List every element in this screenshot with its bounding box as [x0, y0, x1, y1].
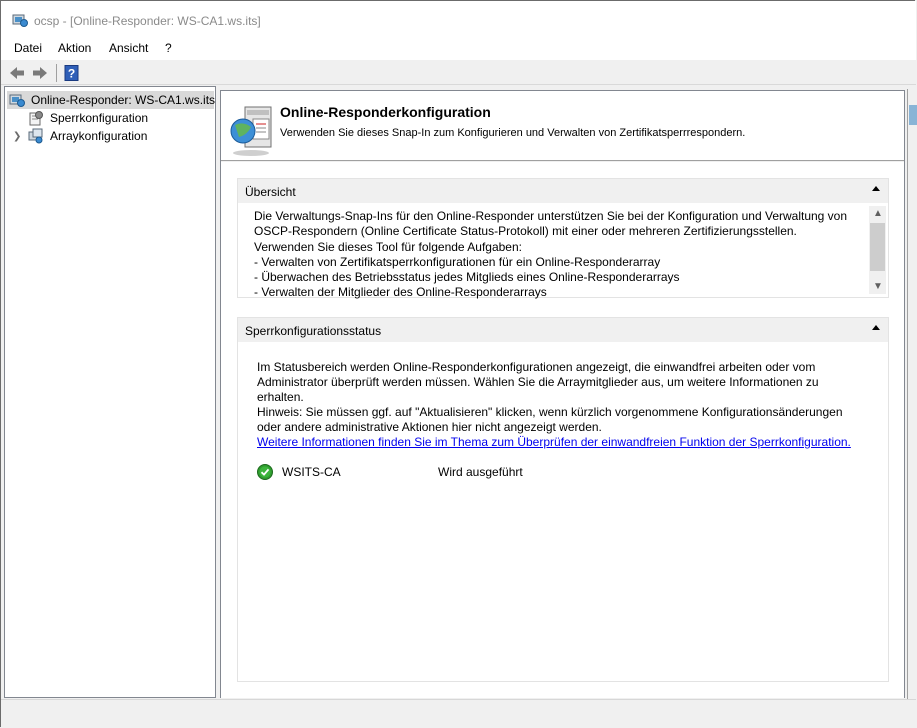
page-description: Verwenden Sie dieses Snap-In zum Konfigurieren und Verwalten von Zertifikatsperrrespondern.	[280, 127, 746, 139]
overview-header[interactable]	[238, 179, 888, 203]
toolbar-separator	[56, 64, 57, 82]
section-title: Übersicht	[245, 185, 296, 199]
ocsp-app-icon	[12, 12, 28, 28]
tree-item-label: Arraykonfiguration	[50, 129, 148, 143]
help-icon[interactable]	[63, 65, 81, 81]
tree-item-online-responder[interactable]	[7, 91, 214, 109]
status-line: Administrator überprüft werden müssen. Wählen Sie die Arraymitglieder aus, um weitere Informationen zu	[257, 375, 819, 389]
menu-bar	[1, 39, 916, 59]
server-certificate-icon	[229, 101, 275, 157]
toolbar	[1, 59, 916, 85]
svg-text:?: ?	[67, 66, 76, 81]
snapin-header	[221, 91, 904, 161]
scroll-up-icon[interactable]: ▲	[873, 208, 883, 219]
overview-section	[237, 178, 889, 298]
chevron-right-icon[interactable]: ❯	[13, 131, 22, 142]
tree-item-label: Sperrkonfiguration	[50, 111, 149, 125]
action-pane-edge[interactable]	[907, 89, 916, 699]
menu-datei[interactable]: Datei	[14, 41, 43, 55]
status-line: erhalten.	[257, 390, 304, 404]
status-line: Im Statusbereich werden Online-Responderkonfigurationen angezeigt, die einwandfrei arbeiten oder vom	[257, 360, 816, 374]
console-tree	[4, 86, 216, 698]
status-header[interactable]	[238, 318, 888, 342]
forward-arrow-icon[interactable]	[31, 65, 49, 81]
status-section	[237, 317, 889, 682]
status-line: oder andere administrative Aktionen hier nicht angezeigt werden.	[257, 420, 602, 434]
menu-ansicht[interactable]: Ansicht	[109, 41, 149, 55]
more-info-link[interactable]: Weitere Informationen finden Sie im Thema zum Überprüfen der einwandfreien Funktion der Sperrkonfiguration.	[257, 435, 851, 449]
overview-text	[254, 209, 859, 300]
overview-line: - Verwalten von Zertifikatsperrkonfigurationen für ein Online-Responderarray	[254, 254, 661, 269]
array-member-row[interactable]	[254, 463, 854, 483]
ok-check-icon	[257, 464, 273, 480]
tree-root-label: Online-Responder: WS-CA1.ws.its	[31, 93, 216, 107]
section-title: Sperrkonfigurationsstatus	[245, 324, 382, 338]
back-arrow-icon[interactable]	[8, 65, 26, 81]
result-pane	[220, 90, 905, 698]
overview-scrollbar[interactable]	[869, 206, 886, 294]
scroll-down-icon[interactable]: ▼	[873, 281, 883, 292]
member-name: WSITS-CA	[282, 465, 341, 479]
overview-line: Verwenden Sie dieses Tool für folgende Aufgaben:	[254, 239, 522, 254]
online-responder-icon	[9, 92, 25, 108]
scroll-thumb[interactable]	[870, 223, 885, 271]
window-title: ocsp - [Online-Responder: WS-CA1.ws.its]	[34, 14, 261, 28]
array-config-icon	[28, 128, 44, 144]
overview-line: OSCP-Respondern (Online Certificate Status-Protokoll) mit einer oder mehreren Zertifizierungsstellen.	[254, 224, 797, 239]
status-bar	[1, 699, 916, 728]
collapse-icon[interactable]	[872, 325, 880, 330]
revocation-config-icon	[28, 110, 44, 126]
action-pane-header[interactable]	[909, 105, 917, 125]
status-line: Hinweis: Sie müssen ggf. auf "Aktualisieren" klicken, wenn kürzlich vorgenommene Konfigurationsänderungen	[257, 405, 843, 419]
collapse-icon[interactable]	[872, 186, 880, 191]
overview-line: - Verwalten der Mitglieder des Online-Responderarrays	[254, 285, 547, 300]
status-text	[257, 360, 857, 450]
menu-help[interactable]: ?	[165, 41, 172, 55]
overview-line: - Überwachen des Betriebsstatus jedes Mitglieds eines Online-Responderarrays	[254, 270, 680, 285]
overview-line: Die Verwaltungs-Snap-Ins für den Online-Responder unterstützen Sie bei der Konfiguration und Verwaltung von	[254, 209, 848, 223]
member-state: Wird ausgeführt	[438, 465, 523, 479]
page-title: Online-Responderkonfiguration	[280, 104, 491, 120]
panel-area	[221, 162, 904, 698]
menu-aktion[interactable]: Aktion	[58, 41, 92, 55]
title-bar[interactable]	[1, 1, 916, 39]
